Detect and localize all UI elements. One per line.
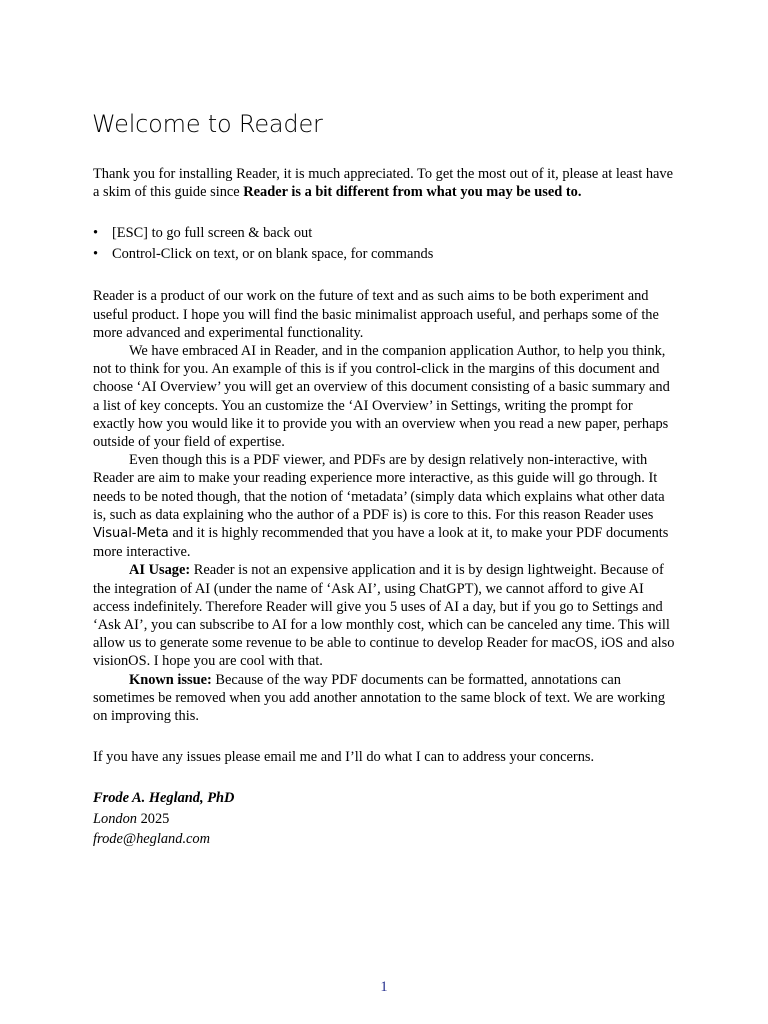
signature-block — [93, 788, 677, 850]
page-number: 1 — [380, 979, 388, 995]
ai-usage-text: Reader is not an expensive application and it is by design lightweight. Because of the integration of AI (under the name of ‘Ask AI’, using ChatGPT), we cannot afford to give AI access indefinitely. Therefore Reader will give you 5 uses of AI a day, but if you go to Settings and ‘Ask AI’, you can subscribe to AI for a low monthly cost, which can be canceled any time. This will allow us to generate some revenue to be able to continue to develop Reader for macOS, iOS and also visionOS. I hope you are cool with that. — [93, 562, 675, 670]
visual-meta-term: Visual-Meta — [93, 526, 169, 542]
paragraph-ai-embrace: We have embraced AI in Reader, and in the companion application Author, to help you think, not to think for you. An example of this is if you control-click in the margins of this document and choose ‘AI Overview’ you will get an overview of this document consisting of a basic summary and a list of key concepts. You an customize the ‘AI Overview’ in Settings, writing the prompt for exactly how you would like it to provide you with an overview when you read a new paper, perhaps outside of your field of expertise. — [93, 343, 670, 451]
paragraph-future-of-text: Reader is a product of our work on the future of text and as such aims to be both experiment and useful product. I hope you will find the basic minimalist approach useful, and perhaps some of the more advanced and experimental functionality. — [93, 288, 659, 341]
city: London — [93, 810, 137, 827]
known-issue-text: Because of the way PDF documents can be formatted, annotations can sometimes be removed when you add another annotation to the same block of text. We are working on improving this. — [93, 671, 666, 725]
intro-paragraph — [93, 165, 677, 201]
page-title: Welcome to Reader — [92, 110, 323, 138]
paragraph-ai-usage — [93, 561, 677, 670]
paragraph-known-issue — [93, 671, 677, 726]
author-email: frode@hegland.com — [93, 831, 211, 848]
document-body — [93, 165, 677, 850]
known-issue-label: Known issue: — [129, 671, 212, 688]
intro-text: Thank you for installing Reader, it is much appreciated. To get the most out of it, please at least have a skim of this guide since — [93, 166, 674, 201]
list-item: • Control-Click on text, or on blank space, for commands — [93, 244, 677, 265]
paragraph-metadata — [93, 451, 677, 561]
author-name: Frode A. Hegland, PhD — [93, 790, 235, 807]
intro-emphasis: Reader is a bit different from what you may be used to. — [243, 184, 582, 201]
list-item: • [ESC] to go full screen & back out — [93, 223, 677, 244]
year: 2025 — [136, 810, 170, 827]
ai-usage-label: AI Usage: — [129, 562, 191, 579]
shortcut-list — [93, 223, 677, 265]
closing-paragraph: If you have any issues please email me and I’ll do what I can to address your concerns. — [93, 749, 595, 766]
location-date — [93, 809, 677, 830]
metadata-text-after: and it is highly recommended that you have a look at it, to make your PDF documents more interactive. — [93, 525, 669, 561]
metadata-text-before: Even though this is a PDF viewer, and PDFs are by design relatively non-interactive, with Reader are aim to make your reading experience more interactive, as this guide will go through. It needs to be noted though, that the notion of ‘metadata’ (simply data which explains what other data is, such as data explaining who the author of a PDF is) is core to this. For this reason Reader uses — [93, 452, 665, 523]
